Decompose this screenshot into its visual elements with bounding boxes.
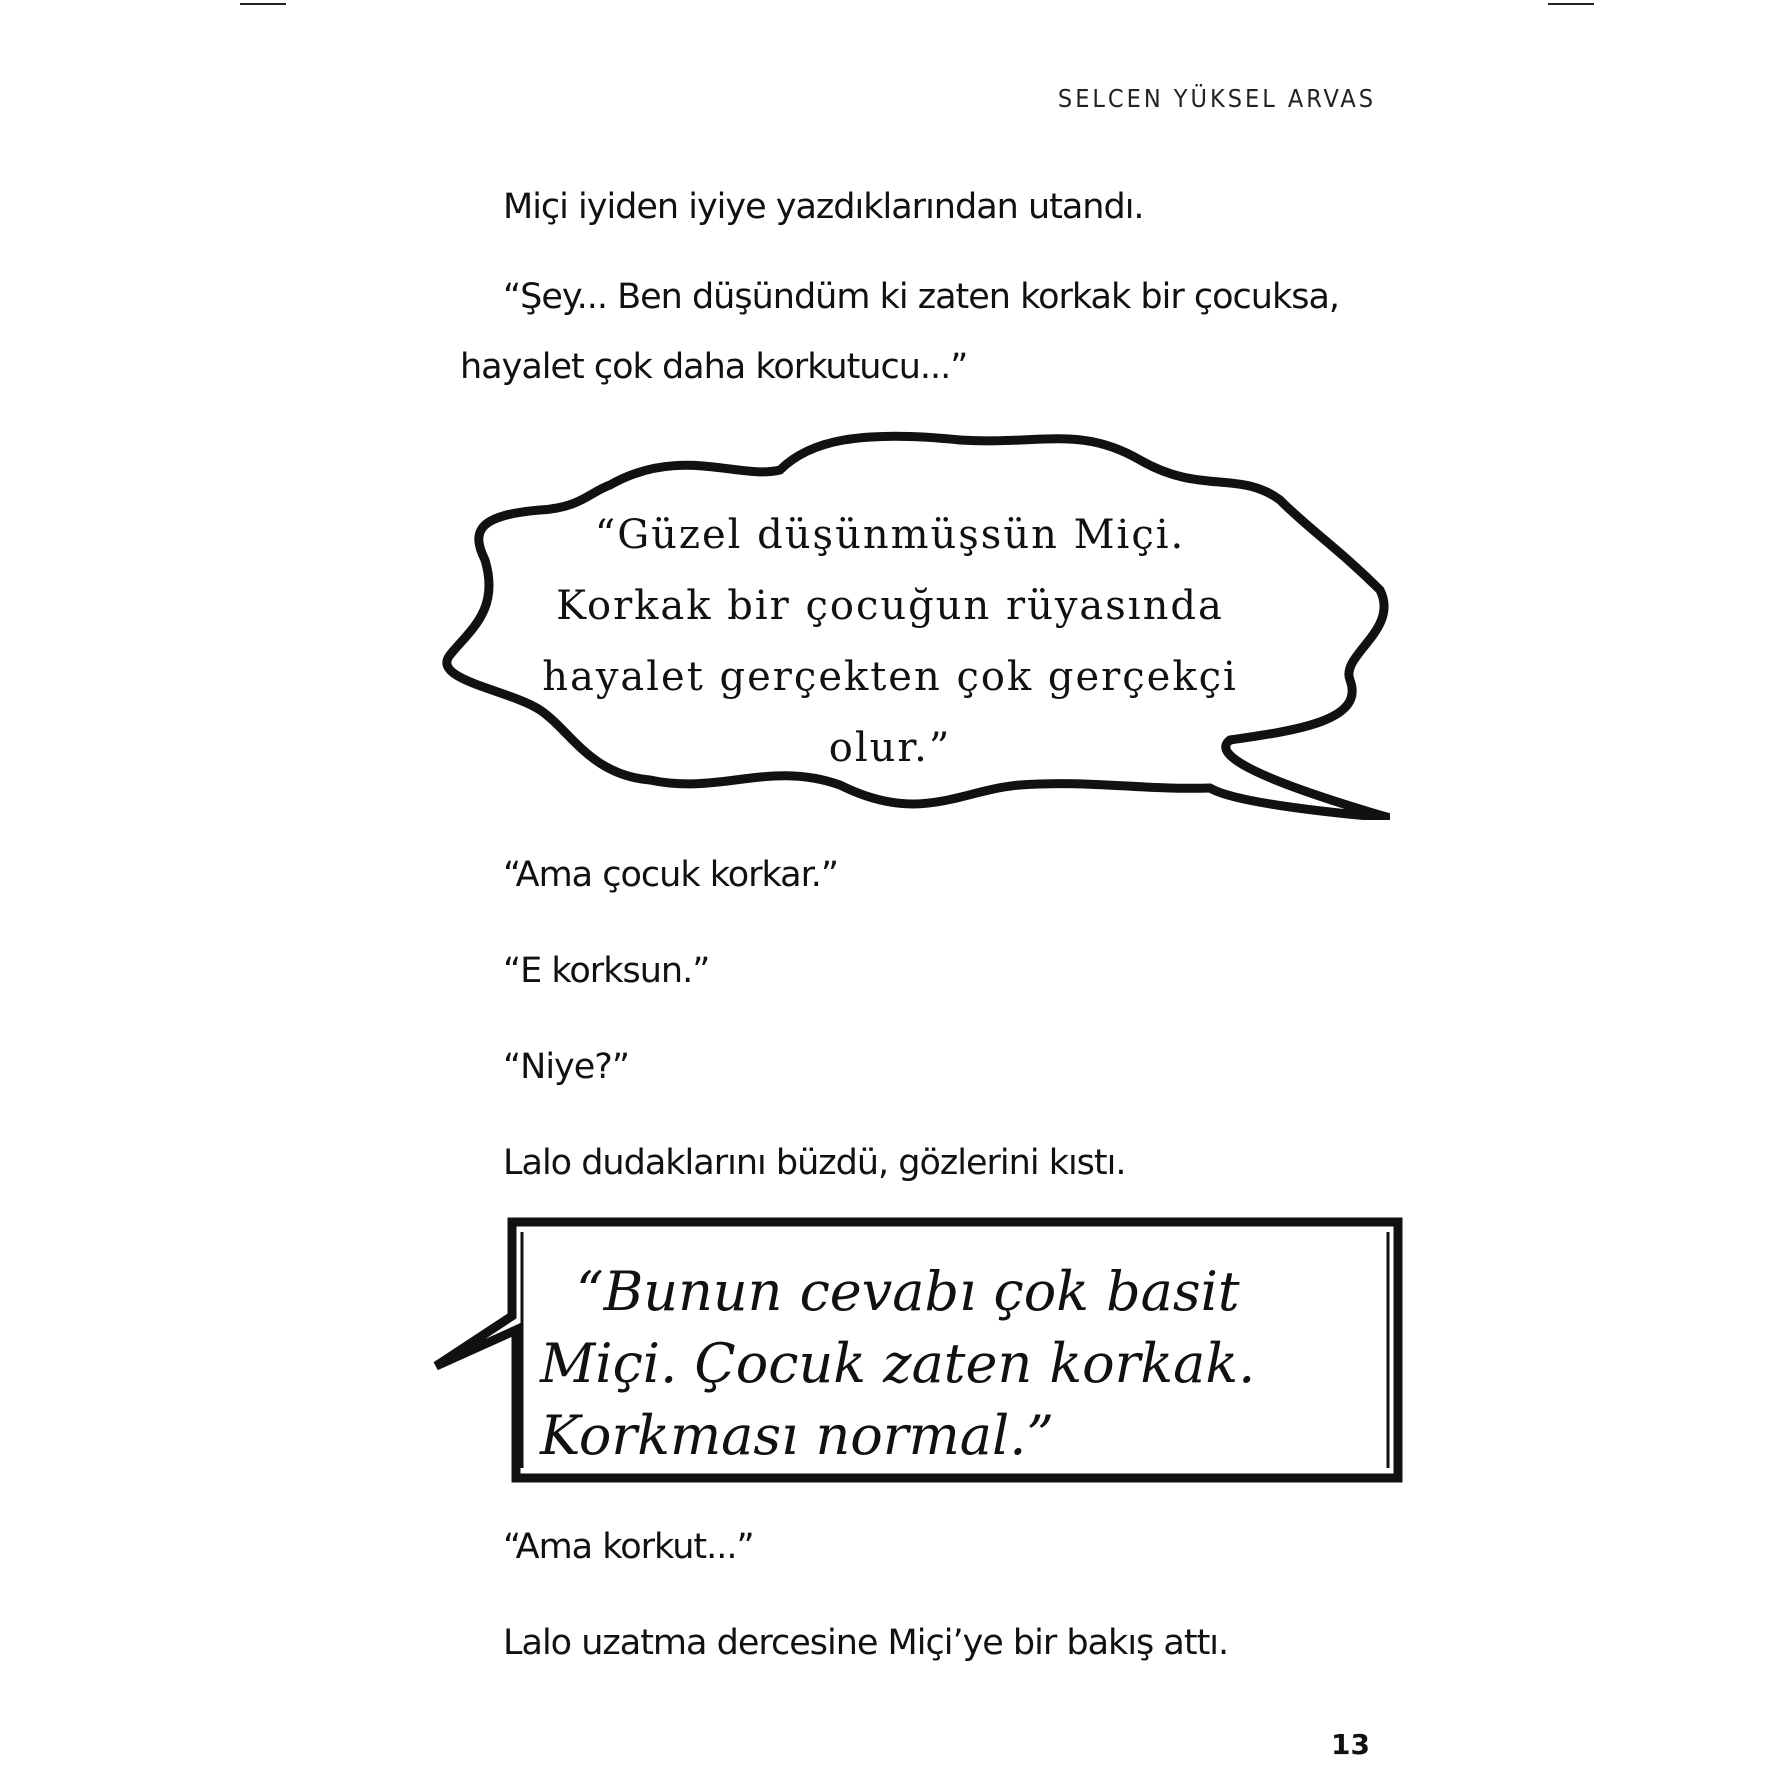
box-bubble-text: “Bunun cevabı çok basit Miçi. Çocuk zaten korkak. Korkması normal.”: [540, 1260, 1256, 1467]
paragraph-2: “Şey... Ben düşündüm ki zaten korkak bir çocuksa, hayalet çok daha korkutucu...”: [460, 277, 1340, 387]
cloud-speech-bubble: [440, 430, 1390, 820]
paragraph-3: “Ama çocuk korkar.”: [503, 855, 839, 895]
box-speech-bubble: [432, 1216, 1404, 1488]
paragraph-5: “Niye?”: [503, 1047, 629, 1087]
page-number: 13: [1331, 1728, 1370, 1761]
paragraph-1: Miçi iyiden iyiye yazdıklarından utandı.: [503, 187, 1144, 227]
running-head-author: SELCEN YÜKSEL ARVAS: [1057, 84, 1376, 113]
cloud-bubble-text: “Güzel düşünmüşsün Miçi. Korkak bir çocuğun rüyasında hayalet gerçekten çok gerçekçi olur.”: [542, 512, 1238, 771]
paragraph-8: Lalo uzatma dercesine Miçi’ye bir bakış attı.: [503, 1623, 1229, 1663]
paragraph-4: “E korksun.”: [503, 951, 710, 991]
paragraph-6: Lalo dudaklarını büzdü, gözlerini kıstı.: [503, 1143, 1126, 1183]
crop-mark-right: [1548, 3, 1594, 5]
crop-mark-left: [240, 3, 286, 5]
paragraph-7: “Ama korkut...”: [503, 1527, 754, 1567]
